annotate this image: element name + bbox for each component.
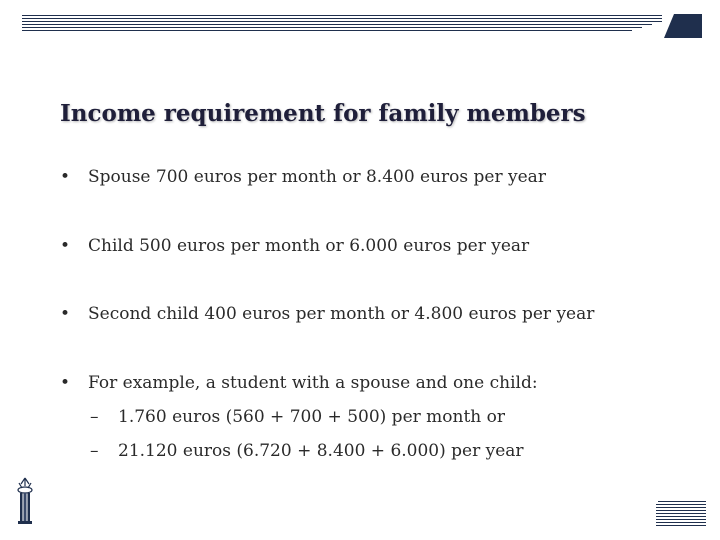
crest-logo-icon (10, 474, 40, 530)
bullet-marker: • (60, 373, 71, 393)
sub-item-text: 1.760 euros (560 + 700 + 500) per month or (118, 407, 506, 427)
bullet-text: Second child 400 euros per month or 4.800 euros per year (88, 304, 595, 324)
slide-title: Income requirement for family members (60, 100, 586, 127)
header-stripes (22, 14, 662, 32)
footer-stripes (656, 500, 706, 528)
sub-marker: – (90, 407, 99, 427)
header-corner-block (664, 14, 702, 38)
bullet-item (60, 372, 680, 394)
bullet-item (60, 235, 680, 257)
bullet-text: Spouse 700 euros per month or 8.400 euros per year (88, 167, 546, 187)
bullet-marker: • (60, 167, 71, 187)
sub-item-text: 21.120 euros (6.720 + 8.400 + 6.000) per year (118, 441, 524, 461)
bullet-item (60, 166, 680, 188)
bullet-marker: • (60, 304, 71, 324)
bullet-text: Child 500 euros per month or 6.000 euros per year (88, 236, 530, 256)
sub-marker: – (90, 441, 99, 461)
bullet-marker: • (60, 236, 71, 256)
bullet-item (60, 303, 680, 325)
bullet-text: For example, a student with a spouse and one child: (88, 373, 538, 393)
sub-item (90, 440, 690, 462)
sub-item (90, 406, 690, 428)
